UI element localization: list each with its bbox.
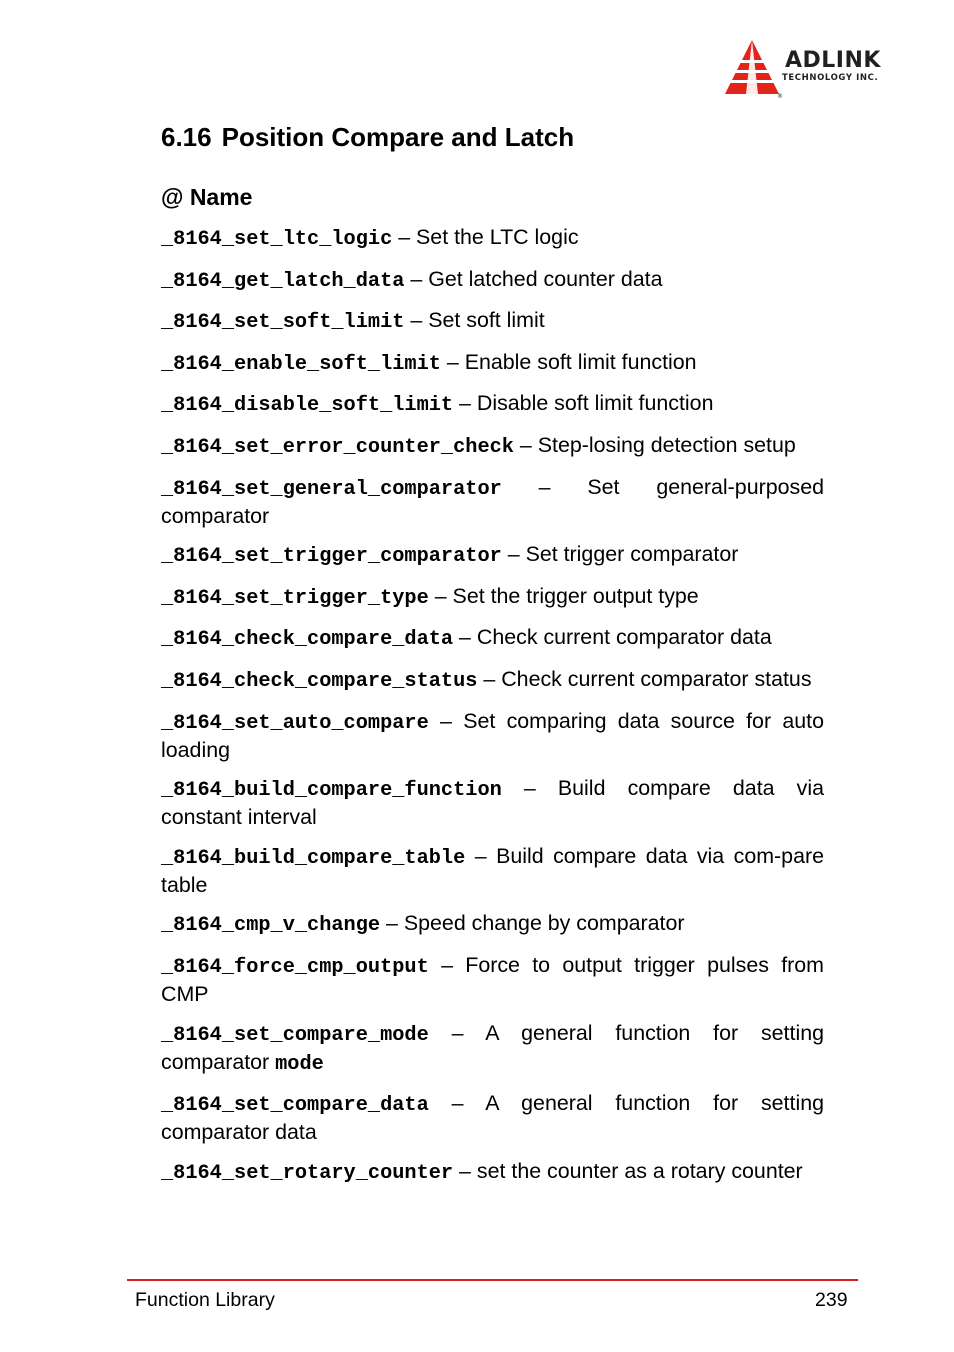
function-entry bbox=[161, 843, 824, 898]
function-name: _8164_set_trigger_comparator bbox=[161, 545, 502, 569]
page-number: 239 bbox=[815, 1289, 848, 1311]
function-name: _8164_set_soft_limit bbox=[161, 311, 405, 335]
section-number: 6.16 bbox=[161, 122, 212, 152]
function-name: _8164_check_compare_data bbox=[161, 628, 454, 652]
function-entry bbox=[161, 224, 824, 253]
adlink-triangle-icon bbox=[722, 38, 782, 100]
function-entry bbox=[161, 541, 824, 570]
function-entry bbox=[161, 1158, 824, 1187]
function-description: – set the counter as a rotary counter bbox=[453, 1158, 803, 1183]
function-name: _8164_set_ltc_logic bbox=[161, 228, 393, 251]
function-name: _8164_set_trigger_type bbox=[161, 586, 429, 610]
function-description: – Set the trigger output type bbox=[428, 583, 699, 608]
function-description: – Enable soft limit function bbox=[440, 349, 697, 374]
function-entry bbox=[161, 583, 824, 612]
function-entry bbox=[161, 474, 824, 529]
function-name: _8164_set_auto_compare bbox=[161, 711, 429, 735]
function-name: _8164_set_rotary_counter bbox=[161, 1161, 454, 1185]
function-entry bbox=[161, 1020, 824, 1078]
footer-chapter-title: Function Library bbox=[135, 1289, 275, 1311]
function-entry bbox=[161, 349, 824, 378]
function-entry bbox=[161, 666, 824, 695]
function-name: _8164_disable_soft_limit bbox=[161, 394, 454, 418]
function-description: – Check current comparator data bbox=[453, 625, 772, 650]
logo-subtitle: TECHNOLOGY INC. bbox=[782, 73, 879, 83]
section-title bbox=[161, 121, 574, 153]
function-name: _8164_set_error_counter_check bbox=[161, 435, 514, 459]
adlink-logo bbox=[722, 38, 912, 100]
function-description: – Speed change by comparator bbox=[380, 911, 685, 936]
inline-code: mode bbox=[275, 1052, 324, 1076]
function-list bbox=[161, 224, 824, 1199]
function-entry bbox=[161, 624, 824, 653]
function-description: – Set trigger comparator bbox=[501, 542, 739, 567]
function-entry bbox=[161, 390, 824, 419]
function-description: – Set comparing data source for auto loading bbox=[161, 708, 824, 762]
function-entry bbox=[161, 775, 824, 830]
function-name: _8164_check_compare_status bbox=[161, 669, 478, 693]
section-title-text: Position Compare and Latch bbox=[221, 122, 575, 152]
function-name: _8164_set_compare_data bbox=[161, 1094, 429, 1118]
function-description: – A general function for setting comparator data bbox=[161, 1091, 824, 1145]
function-entry bbox=[161, 910, 824, 939]
name-subheading: @ Name bbox=[161, 184, 253, 210]
function-entry bbox=[161, 1090, 824, 1145]
function-description: – Check current comparator status bbox=[477, 666, 812, 691]
function-description: – Build compare data via constant interval bbox=[161, 776, 824, 830]
function-entry bbox=[161, 266, 824, 295]
logo-name: ADLINK bbox=[785, 48, 881, 73]
function-name: _8164_force_cmp_output bbox=[161, 955, 429, 979]
function-description: – Disable soft limit function bbox=[453, 391, 714, 416]
function-description: – Set the LTC logic bbox=[392, 225, 579, 249]
function-name: _8164_build_compare_table bbox=[161, 846, 466, 870]
function-description: – Step-losing detection setup bbox=[513, 432, 796, 457]
function-entry bbox=[161, 708, 824, 763]
function-description: – Build compare data via com-pare table bbox=[161, 843, 824, 897]
function-description: – Get latched counter data bbox=[404, 266, 663, 291]
function-entry bbox=[161, 432, 824, 461]
function-name: _8164_get_latch_data bbox=[161, 269, 405, 293]
function-name: _8164_set_general_comparator bbox=[161, 477, 502, 501]
footer-divider bbox=[127, 1279, 858, 1281]
function-description: – Set general-purposed comparator bbox=[161, 474, 824, 528]
function-name: _8164_enable_soft_limit bbox=[161, 352, 441, 376]
function-description: – Force to output trigger pulses from CMP bbox=[161, 952, 824, 1006]
function-name: _8164_set_compare_mode bbox=[161, 1023, 429, 1047]
function-entry bbox=[161, 307, 824, 336]
function-description: – A general function for setting comparator bbox=[161, 1020, 824, 1074]
function-name: _8164_cmp_v_change bbox=[161, 914, 381, 938]
function-entry bbox=[161, 952, 824, 1007]
svg-text:®: ® bbox=[777, 93, 783, 100]
function-description: – Set soft limit bbox=[404, 308, 545, 333]
function-name: _8164_build_compare_function bbox=[161, 779, 502, 803]
